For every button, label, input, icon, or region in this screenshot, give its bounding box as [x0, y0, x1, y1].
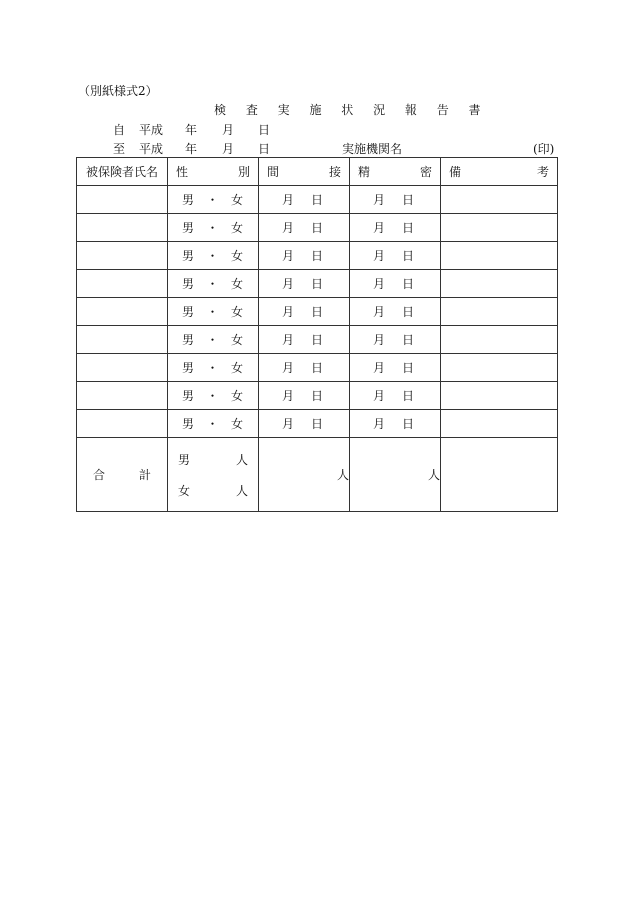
header-gender-1: 性	[176, 165, 189, 179]
remarks-cell[interactable]	[441, 186, 558, 214]
table-row	[77, 270, 558, 298]
gender-male: 男	[182, 193, 195, 207]
name-cell[interactable]	[77, 410, 168, 438]
day-label: 日	[401, 333, 414, 347]
header-remarks-1: 備	[449, 165, 462, 179]
gender-female: 女	[230, 249, 243, 263]
day-label: 日	[401, 249, 414, 263]
day-label: 日	[310, 221, 323, 235]
detailed-date-cell[interactable]	[350, 298, 441, 326]
name-cell[interactable]	[77, 326, 168, 354]
month-label: 月	[282, 361, 295, 375]
total-indirect-unit: 人	[336, 468, 349, 482]
remarks-cell[interactable]	[441, 326, 558, 354]
month-label: 月	[282, 193, 295, 207]
gender-dot: ・	[206, 249, 219, 263]
period-from-year: 年	[185, 123, 198, 137]
period-from-era: 平成	[139, 123, 164, 137]
institution-name-label: 実施機関名	[342, 142, 403, 156]
header-indirect	[259, 158, 350, 186]
gender-dot: ・	[206, 221, 219, 235]
detailed-date-cell[interactable]	[350, 186, 441, 214]
month-label: 月	[282, 221, 295, 235]
gender-female: 女	[230, 361, 243, 375]
gender-male: 男	[182, 389, 195, 403]
name-cell[interactable]	[77, 354, 168, 382]
day-label: 日	[310, 333, 323, 347]
total-remarks-cell[interactable]	[441, 438, 558, 512]
gender-female: 女	[230, 277, 243, 291]
total-male-label: 男	[178, 452, 191, 467]
header-indirect-2: 接	[328, 165, 341, 179]
gender-male: 男	[182, 277, 195, 291]
month-label: 月	[282, 277, 295, 291]
indirect-date-cell[interactable]	[259, 214, 350, 242]
gender-cell[interactable]	[168, 354, 259, 382]
header-name	[77, 158, 168, 186]
total-detailed-unit: 人	[427, 468, 440, 482]
month-label: 月	[373, 333, 386, 347]
indirect-date-cell[interactable]	[259, 242, 350, 270]
gender-female: 女	[230, 417, 243, 431]
indirect-date-cell[interactable]	[259, 382, 350, 410]
day-label: 日	[401, 193, 414, 207]
remarks-cell[interactable]	[441, 410, 558, 438]
day-label: 日	[310, 361, 323, 375]
gender-male: 男	[182, 417, 195, 431]
report-table	[76, 157, 558, 512]
gender-cell[interactable]	[168, 326, 259, 354]
gender-cell[interactable]	[168, 410, 259, 438]
total-label-1: 合	[93, 468, 106, 482]
month-label: 月	[373, 389, 386, 403]
gender-male: 男	[182, 305, 195, 319]
header-remarks-2: 考	[536, 165, 549, 179]
name-cell[interactable]	[77, 270, 168, 298]
header-indirect-1: 間	[267, 165, 280, 179]
document-title: 検 査 実 施 状 況 報 告 書	[214, 103, 489, 117]
gender-cell[interactable]	[168, 186, 259, 214]
table-row	[77, 214, 558, 242]
header-name-label: 被保険者氏名	[85, 165, 158, 179]
period-from-month: 月	[222, 123, 235, 137]
day-label: 日	[310, 417, 323, 431]
total-row	[77, 438, 558, 512]
header-detailed-2: 密	[419, 165, 432, 179]
gender-female: 女	[230, 193, 243, 207]
month-label: 月	[373, 221, 386, 235]
indirect-date-cell[interactable]	[259, 326, 350, 354]
gender-dot: ・	[206, 305, 219, 319]
header-detailed-1: 精	[358, 165, 371, 179]
gender-female: 女	[230, 389, 243, 403]
gender-dot: ・	[206, 193, 219, 207]
month-label: 月	[373, 277, 386, 291]
indirect-date-cell[interactable]	[259, 186, 350, 214]
day-label: 日	[401, 361, 414, 375]
gender-female: 女	[230, 333, 243, 347]
table-row	[77, 186, 558, 214]
month-label: 月	[373, 417, 386, 431]
day-label: 日	[310, 193, 323, 207]
remarks-cell[interactable]	[441, 298, 558, 326]
indirect-date-cell[interactable]	[259, 270, 350, 298]
period-to-day: 日	[258, 142, 271, 156]
day-label: 日	[401, 277, 414, 291]
remarks-cell[interactable]	[441, 354, 558, 382]
name-cell[interactable]	[77, 298, 168, 326]
remarks-cell[interactable]	[441, 270, 558, 298]
gender-male: 男	[182, 249, 195, 263]
total-female-label: 女	[178, 483, 191, 498]
detailed-date-cell[interactable]	[350, 410, 441, 438]
total-male-unit: 人	[235, 452, 248, 467]
total-female-unit: 人	[235, 483, 248, 498]
month-label: 月	[282, 249, 295, 263]
gender-dot: ・	[206, 333, 219, 347]
month-label: 月	[373, 249, 386, 263]
header-remarks	[441, 158, 558, 186]
name-cell[interactable]	[77, 242, 168, 270]
gender-dot: ・	[206, 277, 219, 291]
remarks-cell[interactable]	[441, 214, 558, 242]
form-label: （別紙様式2）	[78, 84, 158, 98]
name-cell[interactable]	[77, 382, 168, 410]
table-row	[77, 298, 558, 326]
total-gender-cell[interactable]	[168, 438, 259, 512]
detailed-date-cell[interactable]	[350, 242, 441, 270]
month-label: 月	[373, 361, 386, 375]
indirect-date-cell[interactable]	[259, 298, 350, 326]
table-row	[77, 354, 558, 382]
gender-cell[interactable]	[168, 242, 259, 270]
period-to-prefix: 至	[113, 142, 126, 156]
day-label: 日	[310, 305, 323, 319]
table-row	[77, 410, 558, 438]
remarks-cell[interactable]	[441, 382, 558, 410]
gender-dot: ・	[206, 389, 219, 403]
gender-cell[interactable]	[168, 382, 259, 410]
month-label: 月	[373, 193, 386, 207]
gender-male: 男	[182, 221, 195, 235]
name-cell[interactable]	[77, 186, 168, 214]
gender-dot: ・	[206, 417, 219, 431]
table-header-row	[77, 158, 558, 186]
month-label: 月	[373, 305, 386, 319]
gender-male: 男	[182, 361, 195, 375]
period-from-prefix: 自	[113, 123, 126, 137]
name-cell[interactable]	[77, 214, 168, 242]
day-label: 日	[401, 305, 414, 319]
detailed-date-cell[interactable]	[350, 354, 441, 382]
day-label: 日	[401, 389, 414, 403]
day-label: 日	[310, 277, 323, 291]
gender-male: 男	[182, 333, 195, 347]
total-detailed-cell[interactable]	[350, 438, 441, 512]
gender-cell[interactable]	[168, 270, 259, 298]
header-gender	[168, 158, 259, 186]
period-to-era: 平成	[139, 142, 164, 156]
remarks-cell[interactable]	[441, 242, 558, 270]
period-to-month: 月	[222, 142, 235, 156]
indirect-date-cell[interactable]	[259, 410, 350, 438]
table-row	[77, 382, 558, 410]
gender-female: 女	[230, 221, 243, 235]
day-label: 日	[310, 389, 323, 403]
gender-female: 女	[230, 305, 243, 319]
month-label: 月	[282, 305, 295, 319]
table-row	[77, 242, 558, 270]
month-label: 月	[282, 333, 295, 347]
total-label-2: 計	[138, 468, 151, 482]
day-label: 日	[401, 417, 414, 431]
detailed-date-cell[interactable]	[350, 214, 441, 242]
detailed-date-cell[interactable]	[350, 326, 441, 354]
total-indirect-cell[interactable]	[259, 438, 350, 512]
gender-cell[interactable]	[168, 214, 259, 242]
seal-mark: (印)	[533, 142, 555, 156]
gender-dot: ・	[206, 361, 219, 375]
period-from-day: 日	[258, 123, 271, 137]
indirect-date-cell[interactable]	[259, 354, 350, 382]
detailed-date-cell[interactable]	[350, 270, 441, 298]
month-label: 月	[282, 389, 295, 403]
total-label-cell	[77, 438, 168, 512]
header-gender-2: 別	[237, 165, 250, 179]
detailed-date-cell[interactable]	[350, 382, 441, 410]
day-label: 日	[310, 249, 323, 263]
period-to-year: 年	[185, 142, 198, 156]
header-detailed	[350, 158, 441, 186]
gender-cell[interactable]	[168, 298, 259, 326]
month-label: 月	[282, 417, 295, 431]
table-row	[77, 326, 558, 354]
day-label: 日	[401, 221, 414, 235]
